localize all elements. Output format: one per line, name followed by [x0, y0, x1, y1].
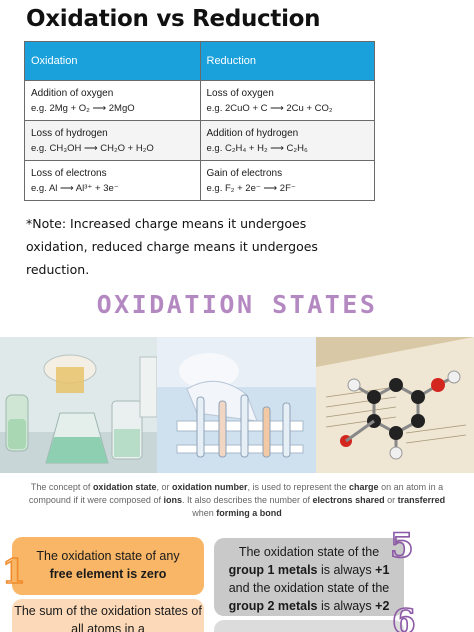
card-text: The oxidation state of any — [36, 549, 180, 563]
rule-number-6: 6 — [392, 602, 416, 632]
comparison-table — [24, 41, 375, 201]
oxidation-cell — [25, 161, 200, 200]
header-oxidation: Oxidation — [31, 55, 78, 67]
cell-equation: e.g. F₂ + 2e⁻ ⟶ 2F⁻ — [206, 183, 296, 194]
rule-card-5 — [214, 538, 404, 616]
card-text: is always — [317, 563, 376, 577]
cell-equation: e.g. 2CuO + C ⟶ 2Cu + CO₂ — [206, 103, 333, 114]
header-reduction: Reduction — [200, 42, 375, 80]
cell-label: Addition of hydrogen — [206, 128, 299, 139]
desc-text: or — [384, 495, 398, 505]
cell-label: Loss of hydrogen — [31, 128, 108, 139]
card-bold-text: group 2 metals — [228, 599, 318, 613]
card-text: and the oxidation state of the — [228, 581, 390, 595]
cell-equation: e.g. CH₃OH ⟶ CH₂O + H₂O — [31, 143, 154, 154]
desc-bold: electrons shared — [312, 495, 385, 505]
page-title: Oxidation vs Reduction — [26, 6, 321, 32]
test-tube-photo — [157, 337, 316, 473]
cell-equation: e.g. Al ⟶ Al³⁺ + 3e⁻ — [31, 183, 119, 194]
cell-label: Loss of oxygen — [206, 88, 274, 99]
table-row — [25, 80, 374, 120]
rule-card-2 — [12, 599, 204, 632]
desc-bold: oxidation number — [171, 482, 248, 492]
desc-text: , is used to represent the — [247, 482, 350, 492]
card-text: is always — [317, 599, 376, 613]
card-text: The sum of the oxidation states of all atoms in a — [14, 604, 202, 632]
card-bold-text: +1 — [375, 563, 390, 577]
oxidation-cell — [25, 81, 200, 120]
oxidation-cell — [25, 121, 200, 160]
desc-text: The concept of — [30, 482, 93, 492]
desc-bold: transferred — [397, 495, 446, 505]
molecule-model-photo — [316, 337, 474, 473]
table-row — [25, 160, 374, 200]
reduction-cell — [200, 81, 375, 120]
cell-label: Addition of oxygen — [31, 88, 114, 99]
rule-card-1 — [12, 537, 204, 595]
card-bold-text: +2 — [375, 599, 390, 613]
card-text: The oxidation state of the — [238, 545, 380, 559]
desc-bold: ions — [163, 495, 182, 505]
cell-label: Loss of electrons — [31, 168, 107, 179]
cell-equation: e.g. 2Mg + O₂ ⟶ 2MgO — [31, 103, 135, 114]
desc-text: when — [192, 508, 217, 518]
rule-number-5: 5 — [390, 526, 414, 566]
table-header-row — [25, 42, 374, 80]
photo-strip — [0, 337, 474, 473]
rule-card-6 — [214, 620, 404, 632]
section-title: OXIDATION STATES — [96, 290, 378, 319]
table-row — [25, 120, 374, 160]
card-bold-text: free element is zero — [49, 567, 167, 581]
oxidation-state-description — [22, 481, 452, 520]
desc-bold: oxidation state — [92, 482, 157, 492]
desc-text: on an atom in a compound if it were composed of — [28, 482, 444, 505]
glassware-photo — [0, 337, 157, 473]
reduction-cell — [200, 121, 375, 160]
desc-bold: charge — [349, 482, 379, 492]
note-text: *Note: Increased charge means it undergoes oxidation, reduced charge means it undergoes reduction. — [26, 216, 318, 277]
desc-text: , or — [156, 482, 172, 492]
desc-bold: forming a bond — [216, 508, 282, 518]
reduction-cell — [200, 161, 375, 200]
desc-text: . It also describes the number of — [181, 495, 313, 505]
cell-label: Gain of electrons — [206, 168, 283, 179]
cell-equation: e.g. C₂H₄ + H₂ ⟶ C₂H₆ — [206, 143, 308, 154]
card-bold-text: group 1 metals — [228, 563, 318, 577]
rule-number-1: 1 — [2, 552, 26, 592]
